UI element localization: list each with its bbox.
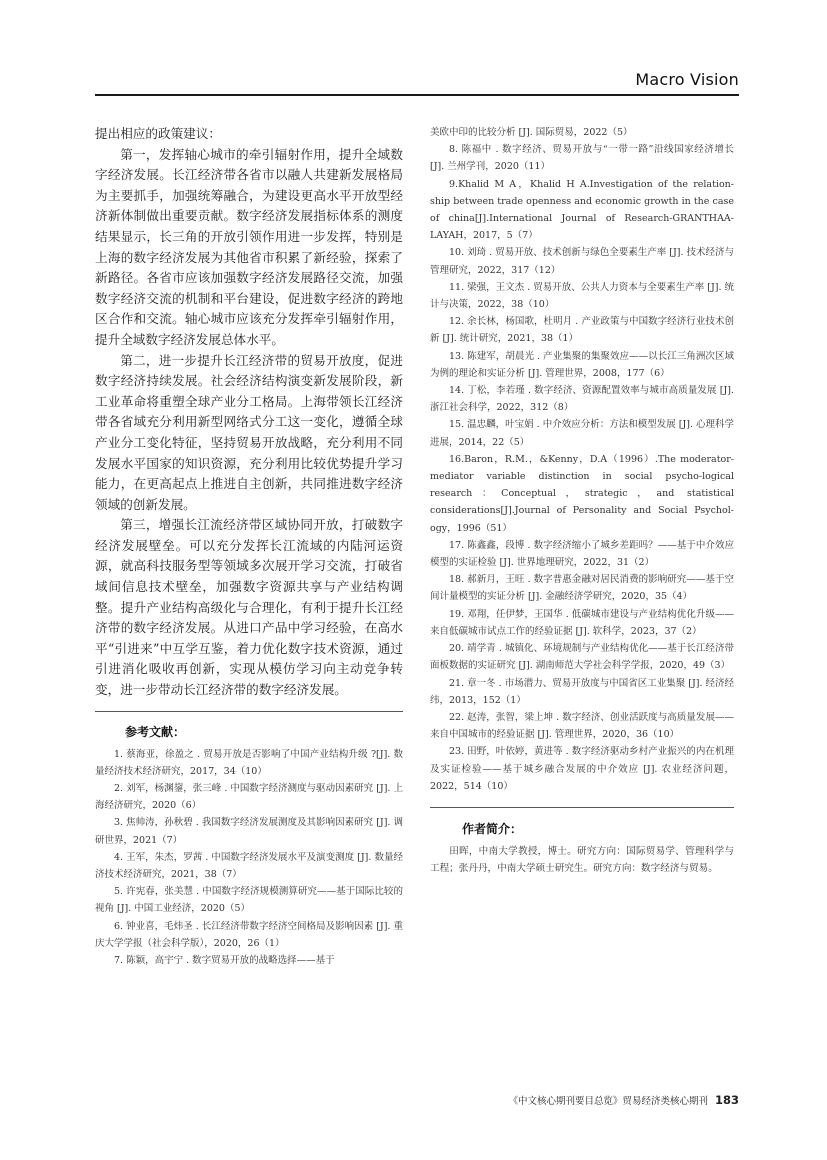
reference-item: 14. 丁松，李若瑾 . 数字经济、资源配置效率与城市高质量发展 [J]. 浙江社会科学，2022，312（8） <box>430 385 734 414</box>
reference-item: 17. 陈鑫鑫，段博 . 数字经济缩小了城乡差距吗？——基于中介效应模型的实证检验 [J]. 世界地理研究，2022，31（2） <box>430 539 734 569</box>
reference-item: 2. 刘军，杨渊鋆，张三峰 . 中国数字经济测度与驱动因素研究 [J]. 上海经济研究，2020（6） <box>95 783 403 812</box>
left-column <box>95 124 403 969</box>
reference-item: 19. 邓翔，任伊梦，王国华 . 低碳城市建设与产业结构优化升级——来自低碳城市试点工作的经验证据 [J]. 软科学，2023，37（2） <box>430 608 734 637</box>
reference-item: 22. 赵涛，张智，梁上坤 . 数字经济、创业活跃度与高质量发展——来自中国城市的经验证据 [J]. 管理世界，2020，36（10） <box>430 711 734 741</box>
reference-item: 7. 陈颖，高宇宁 . 数字贸易开放的战略选择——基于 <box>114 955 335 967</box>
right-column <box>430 124 734 878</box>
reference-item: 3. 焦帅涛，孙秋碧 . 我国数字经济发展测度及其影响因素研究 [J]. 调研世界，2021（7） <box>95 817 403 846</box>
reference-item: 15. 温忠麟，叶宝娟 . 中介效应分析：方法和模型发展 [J]. 心理科学进展，2014，22（5） <box>430 419 734 448</box>
reference-item: 5. 许宪春，张美慧 . 中国数字经济规模测算研究——基于国际比较的视角 [J]. 中国工业经济，2020（5） <box>95 886 403 915</box>
reference-item: 9.Khalid M A，Khalid H A.Investigation of the relation-ship between trade openness and economic growth in the case of china[J].International Journal of Research-GRANTHAA-LAYAH，2017，5（7） <box>430 178 734 242</box>
reference-item: 6. 钟业喜，毛炜圣 . 长江经济带数字经济空间格局及影响因素 [J]. 重庆大学学报（社会科学版），2020，26（1） <box>95 920 403 949</box>
reference-item: 23. 田野，叶依婷，黄进等 . 数字经济驱动乡村产业振兴的内在机理及实证检验——基于城乡融合发展的中介效应 [J]. 农业经济问题，2022，514（10） <box>430 746 734 792</box>
page-number: 183 <box>714 1093 739 1107</box>
page-footer <box>508 1093 739 1107</box>
running-header-title: Macro Vision <box>635 70 739 89</box>
body-paragraph: 第二，进一步提升长江经济带的贸易开放度，促进数字经济持续发展。社会经济结构演变新发展阶段，新工业革命将重塑全球产业分工格局。上海带领长江经济带各省域充分利用新型网络式分工这一变化，遵循全球产业分工变化特征，坚持贸易开放战略，充分利用不同发展水平国家的知识资源，充分利用比较优势提升学习能力，在更高起点上推进自主创新，共同推进数字经济领域的创新发展。 <box>95 352 403 512</box>
reference-item: 1. 蔡海亚，徐盈之 . 贸易开放是否影响了中国产业结构升级 ?[J]. 数量经济技术经济研究，2017，34（10） <box>95 748 403 777</box>
reference-item: 13. 陈建军，胡晨光 . 产业集聚的集聚效应——以长江三角洲次区域为例的理论和实证分析 [J]. 管理世界，2008，177（6） <box>430 350 734 379</box>
references-heading: 参考文献： <box>125 724 186 739</box>
reference-item: 21. 章一冬 . 市场潜力、贸易开放度与中国省区工业集聚 [J]. 经济经纬，2013，152（1） <box>430 677 734 706</box>
reference-item: 11. 梁强，王文杰 . 贸易开放、公共人力资本与全要素生产率 [J]. 统计与决策，2022，38（10） <box>430 281 734 311</box>
reference-continuation: 美欧中印的比较分析 [J]. 国际贸易，2022（5） <box>430 127 633 138</box>
reference-item: 10. 刘琦 . 贸易开放、技术创新与绿色全要素生产率 [J]. 技术经济与管理研究，2022，317（12） <box>430 247 734 276</box>
header-rule <box>95 94 739 96</box>
reference-item: 4. 王军，朱杰，罗茜 . 中国数字经济发展水平及演变测度 [J]. 数量经济技术经济研究，2021，38（7） <box>95 851 403 881</box>
body-paragraph: 第三，增强长江流经济带区域协同开放，打破数字经济发展壁垒。可以充分发挥长江流域的内陆河运资源，就高科技服务型等领域多次展开学习交流，打破省域间信息技术壁垒，加强数字资源共享与产业结构调整。提升产业结构高级化与合理化，有利于提升长江经济带的数字经济发展。从进口产品中学习经验，在高水平“引进来”中互学互鉴，着力优化数字技术资源，通过引进消化吸收再创新，实现从模仿学习向主动竞争转变，进一步带动长江经济带的数字经济发展。 <box>95 517 403 698</box>
reference-item: 12. 余长林，杨国歌，杜明月 . 产业政策与中国数字经济行业技术创新 [J]. 统计研究，2021，38（1） <box>430 316 734 345</box>
reference-item: 16.Baron，R.M.，&Kenny，D.A（1996）.The moderator-mediator variable distinction in social psycho-logical research：Conceptual，strategic，and statistical considerations[J].Journal of Personality and Social Psychol-ogy，1996（51） <box>430 453 734 534</box>
author-bio-text: 田晖，中南大学教授，博士。研究方向：国际贸易学、管理科学与工程；张丹丹，中南大学硕士研究生。研究方向：数字经济与贸易。 <box>430 845 734 875</box>
body-paragraph: 第一，发挥轴心城市的牵引辐射作用，提升全域数字经济发展。长江经济带各省市以融人共建新发展格局为主要抓手，加强统筹融合，为建设更高水平开放型经济新体制做出重要贡献。数字经济发展指标体系的测度结果显示，长三角的开放引领作用进一步发挥，特别是上海的数字经济发展为其他省市积累了新经验，探索了新路径。各省市应该加强数字经济发展路径交流，加强数字经济交流的机制和平台建设，促进数字经济的跨地区合作和交流。轴心城市应该充分发挥牵引辐射作用，提升全域数字经济发展总体水平。 <box>95 146 403 347</box>
body-paragraph: 提出相应的政策建议： <box>95 126 221 141</box>
author-bio-heading: 作者简介： <box>462 821 523 836</box>
footer-journal-name: 《中文核心期刊要目总览》贸易经济类核心期刊 <box>508 1096 708 1107</box>
references-divider <box>95 711 403 712</box>
reference-item: 18. 郝新月，王旺 . 数字普惠金融对居民消费的影响研究——基于空间计量模型的实证分析 [J]. 金融经济学研究，2020，35（4） <box>430 574 734 603</box>
reference-item: 20. 靖学青 . 城镇化、环境规制与产业结构优化——基于长江经济带面板数据的实证研究 [J]. 湖南师范大学社会科学学报，2020，49（3） <box>430 643 734 672</box>
reference-item: 8. 陈福中 . 数字经济、贸易开放与“一带一路”沿线国家经济增长 [J]. 兰州学刊，2020（11） <box>430 144 734 173</box>
author-bio-divider <box>430 807 734 808</box>
